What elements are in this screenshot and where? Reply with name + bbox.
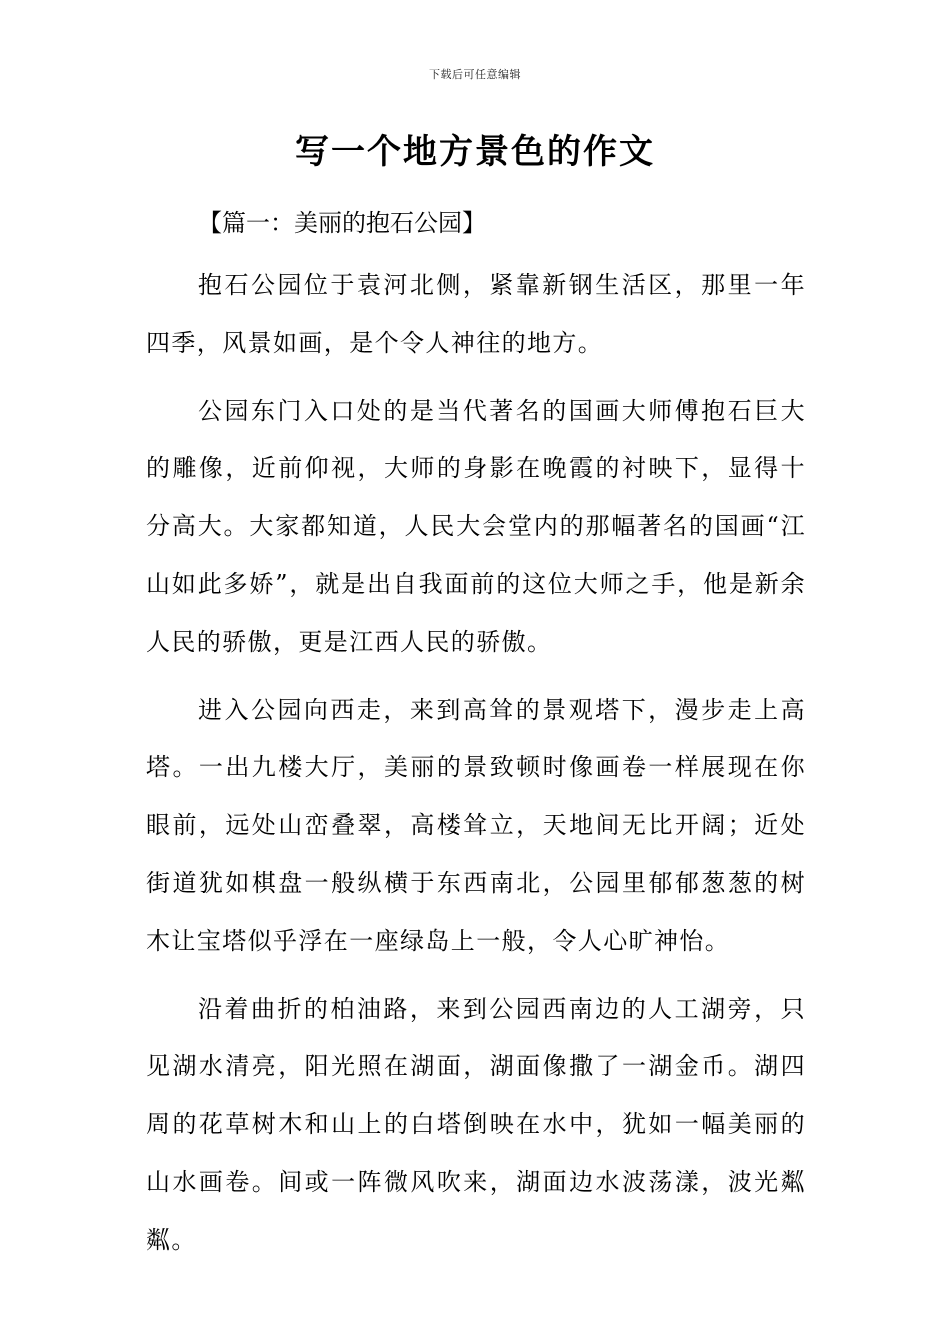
paragraph-4: 沿着曲折的柏油路，来到公园西南边的人工湖旁，只见湖水清亮，阳光照在湖面，湖面像撒了一湖金币。湖四周的花草树木和山上的白塔倒映在水中，犹如一幅美丽的山水画卷。间或一阵微风吹来，湖面边水波荡漾，波光粼粼。 [146,994,806,1254]
document-title: 写一个地方景色的作文 [295,132,655,172]
paragraph-3: 进入公园向西走，来到高耸的景观塔下，漫步走上高塔。一出九楼大厅，美丽的景致顿时像画卷一样展现在你眼前，远处山峦叠翠，高楼耸立，天地间无比开阔；近处街道犹如棋盘一般纵横于东西南北，公园里郁郁葱葱的树木让宝塔似乎浮在一座绿岛上一般，令人心旷神怡。 [146,695,806,955]
paragraph-1: 抱石公园位于袁河北侧，紧靠新钢生活区，那里一年四季，风景如画，是个令人神往的地方。 [146,271,806,357]
header-note: 下载后可任意编辑 [429,68,521,81]
document-body [146,199,806,1270]
section-heading: 【篇一：美丽的抱石公园】 [198,209,486,237]
paragraph-2: 公园东门入口处的是当代著名的国画大师傅抱石巨大的雕像，近前仰视，大师的身影在晚霞的衬映下，显得十分高大。大家都知道，人民大会堂内的那幅著名的国画“江山如此多娇”，就是出自我面前的这位大师之手，他是新余人民的骄傲，更是江西人民的骄傲。 [146,396,806,656]
